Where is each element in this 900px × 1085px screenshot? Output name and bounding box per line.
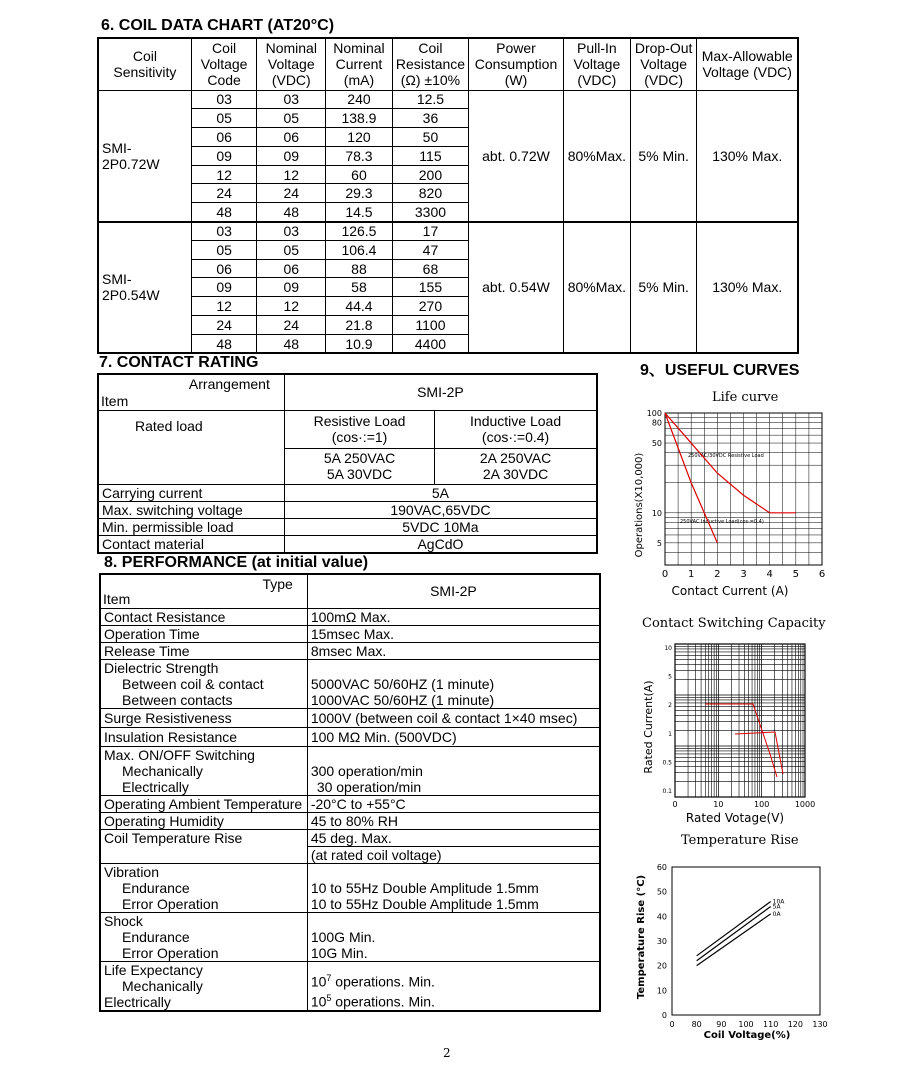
coil-cell: 17 [392,222,468,241]
coil-header-row [98,38,798,90]
coil-heading: 6. COIL DATA CHART (AT20°C) [101,17,335,34]
coil-cell: 12 [191,165,257,184]
life-x-tick: 3 [740,569,747,580]
switch-x-tick: 1000 [794,800,816,809]
coil-cell: 47 [392,240,468,259]
temperature-rise-title: Temperature Rise [681,833,799,848]
coil-cell: 48 [191,334,257,353]
inductive-load-cell [435,410,597,448]
switching-ylabel: Rated Current(A) [642,680,655,774]
coil-cell: 24 [191,316,257,335]
life-x-tick: 0 [661,569,669,580]
switch-y-tick: 2 [668,702,672,710]
coil-cell: 06 [191,259,257,278]
coil-cell: 36 [392,109,468,128]
coil-cell: 4400 [392,334,468,353]
coil-temp-value: 45 deg. Max. [310,829,392,846]
temp-frame [672,867,820,1015]
shock-endurance-value: 100G Min. [310,928,376,945]
coil-cell: 88 [326,259,393,278]
coil-power: abt. 0.72W [469,90,564,222]
life-expectancy-label: Life Expectancy [104,961,203,978]
surge-value: 1000V (between coil & contact 1×40 msec) [307,708,600,727]
temp-y-tick: 10 [656,986,667,996]
inductive-value-dc: 2A 30VDC [482,466,549,482]
humidity-value: 45 to 80% RH [307,812,600,829]
resistive-load-label: Resistive Load [313,413,406,429]
temp-series-label: 5A [772,903,781,911]
temperature-rise-chart [632,855,832,1045]
carrying-current-value: 5A [284,484,597,501]
coil-cell: 06 [257,259,326,278]
switching-mech-value: 300 operation/min [310,762,423,779]
dielectric-contacts-label: Between contacts [122,691,233,708]
life-x-tick: 5 [792,569,800,580]
vibration-endurance-label: Endurance [122,879,190,896]
vibration-label: Vibration [104,863,160,880]
surge-label: Surge Resistiveness [100,708,307,727]
temp-y-tick: 60 [656,863,667,872]
coil-cell: 106.4 [326,240,393,259]
resistive-value-ac: 5A 250VAC [323,450,396,466]
operation-time-label: Operation Time [100,625,307,642]
coil-sensitivity: SMI-2P0.54W [98,222,191,354]
temp-x-tick: 120 [787,1020,803,1029]
contact-model: SMI-2P [284,374,597,410]
life-elec-label: Electrically [104,993,171,1010]
life-curve-title: Life curve [712,390,779,405]
humidity-label: Operating Humidity [100,812,307,829]
coil-cell: 06 [257,128,326,147]
contact-rating-table [97,373,598,554]
switch-y-tick: 1 [668,730,672,738]
switch-y-tick: 5 [668,673,672,681]
coil-cell: 21.8 [326,316,393,335]
temp-series-line [697,902,771,956]
switching-label-cell [100,746,307,795]
min-permissible-load-label: Min. permissible load [98,518,284,535]
contact-resistance-label: Contact Resistance [100,608,307,625]
coil-cell: 09 [191,146,257,165]
coil-cell: 05 [257,109,326,128]
coil-cell: 12 [257,297,326,316]
coil-header-cell: Nominal Voltage (VDC) [257,38,326,90]
switching-elec-value: 30 operation/min [316,778,422,795]
contact-resistance-value: 100mΩ Max. [307,608,600,625]
life-elec-value: $10^5$ operations. Min. [310,992,435,1010]
coil-cell: 14.5 [326,203,393,222]
coil-header-cell: Drop-Out Voltage (VDC) [630,38,697,90]
max-switching-voltage-label: Max. switching voltage [98,501,284,518]
page-number: 2 [443,1046,451,1060]
inductive-load-label: Inductive Load [470,413,562,429]
switch-x-tick: 100 [754,800,770,809]
coil-header-cell: Max-Allowable Voltage (VDC) [697,38,798,90]
switching-capacity-title: Contact Switching Capacity [642,616,826,631]
performance-corner-cell [100,574,307,608]
coil-cell: 12 [257,165,326,184]
coil-dropout: 5% Min. [630,90,697,222]
insulation-label: Insulation Resistance [100,727,307,746]
coil-cell: 24 [257,184,326,203]
insulation-value: 100 MΩ Min. (500VDC) [307,727,600,746]
temp-x-tick: 90 [716,1020,727,1029]
coil-cell: 03 [257,90,326,109]
coil-temp-note: (at rated coil voltage) [308,846,599,863]
coil-dropout: 5% Min. [630,222,697,354]
switching-elec-label: Electrically [122,778,189,795]
coil-temp-value-cell [307,829,600,863]
contact-corner-cell [98,374,284,410]
temp-x-tick: 130 [812,1020,828,1029]
ambient-temp-value: -20°C to +55°C [307,795,600,812]
coil-cell: 12 [191,297,257,316]
vibration-label-cell [100,863,307,912]
switching-xlabel: Rated Votage(V) [685,811,785,825]
coil-row [98,222,798,241]
life-x-tick: 6 [818,569,826,580]
coil-cell: 270 [392,297,468,316]
coil-cell: 115 [392,146,468,165]
coil-pullin: 80%Max. [563,90,630,222]
switch-x-tick: 10 [713,800,724,809]
shock-label: Shock [104,912,143,929]
life-x-tick: 1 [687,569,695,580]
coil-cell: 03 [191,222,257,241]
shock-error-label: Error Operation [122,944,219,961]
rated-load-label: Rated load [98,410,284,484]
performance-model: SMI-2P [307,574,600,608]
max-switching-label: Max. ON/OFF Switching [104,746,255,763]
shock-endurance-label: Endurance [122,928,190,945]
coil-cell: 05 [191,240,257,259]
coil-cell: 10.9 [326,334,393,353]
coil-max: 130% Max. [697,222,798,354]
coil-cell: 155 [392,278,468,297]
type-label: Type [262,576,293,592]
carrying-current-label: Carrying current [98,484,284,501]
dielectric-value-cell [307,659,600,708]
temp-ylabel: Temperature Rise (°C) [636,874,647,1000]
min-permissible-load-value: 5VDC 10Ma [284,518,597,535]
vibration-value-cell [307,863,600,912]
coil-header-cell: Power Consumption (W) [469,38,564,90]
coil-cell: 50 [392,128,468,147]
coil-cell: 06 [191,128,257,147]
coil-cell: 24 [191,184,257,203]
switching-mech-label: Mechanically [122,762,203,779]
switching-capacity-chart [640,632,820,827]
dielectric-label: Dielectric Strength [104,659,219,676]
coil-cell: 12.5 [392,90,468,109]
coil-header-cell: Coil Voltage Code [191,38,257,90]
temp-y-tick: 50 [656,887,667,897]
coil-cell: 09 [257,146,326,165]
life-xlabel: Contact Current (A) [671,584,789,598]
switch-y-tick: 0.5 [662,759,672,767]
performance-heading: 8. PERFORMANCE (at initial value) [104,554,369,571]
contact-heading: 7. CONTACT RATING [99,354,259,371]
life-mech-value: $10^7$ operations. Min. [310,973,435,990]
coil-cell: 05 [191,109,257,128]
coil-cell: 126.5 [326,222,393,241]
operation-time-value: 15msec Max. [307,625,600,642]
vibration-error-label: Error Operation [122,895,219,912]
switch-x-tick: 0 [672,800,678,809]
ambient-temp-label: Operating Ambient Temperature [100,795,307,812]
temp-x-tick: 110 [763,1020,779,1029]
life-y-tick: 5 [656,538,662,548]
coil-header-cell: Coil Resistance (Ω) ±10% [392,38,468,90]
coil-cell: 138.9 [326,109,393,128]
dielectric-coil-label: Between coil & contact [122,675,264,692]
temp-x-tick: 0 [669,1020,675,1029]
coil-sensitivity: SMI-2P0.72W [98,90,191,222]
life-value-cell [307,961,600,1011]
coil-cell: 24 [257,316,326,335]
life-y-tick: 80 [651,418,662,428]
resistive-load-cell [284,410,434,448]
item-label: Item [101,392,129,409]
coil-cell: 03 [191,90,257,109]
arrangement-label: Arrangement [188,376,270,392]
temp-series-line [697,906,771,960]
coil-cell: 29.3 [326,184,393,203]
coil-cell: 48 [257,203,326,222]
resistive-value-dc: 5A 30VDC [326,466,393,482]
contact-material-label: Contact material [98,535,284,553]
curves-heading: 9、USEFUL CURVES [640,362,800,379]
coil-power: abt. 0.54W [469,222,564,354]
release-time-label: Release Time [100,642,307,659]
life-curve-chart [630,405,830,600]
temp-series-label: 10A [772,898,785,906]
coil-header-cell: Nominal Current (mA) [326,38,393,90]
resistive-cos: (cos·:=1) [331,429,388,445]
life-resistive-label: 250VAC/30VDC Resistive Load [688,453,764,459]
coil-cell: 58 [326,278,393,297]
temp-y-tick: 0 [661,1011,667,1020]
resistive-values [284,448,434,484]
coil-temp-label: Coil Temperature Rise [100,829,307,863]
life-y-tick: 100 [646,409,662,418]
coil-cell: 48 [257,334,326,353]
inductive-value-ac: 2A 250VAC [479,450,552,466]
life-x-tick: 4 [766,569,773,580]
coil-header-cell: Coil Sensitivity [98,38,191,90]
temp-x-tick: 80 [691,1020,702,1029]
temp-xlabel: Coil Voltage(%) [703,1030,791,1041]
coil-pullin: 80%Max. [563,222,630,354]
life-inductive-label: 250VAC Inductive Load(cos·=0.4) [680,519,764,525]
temp-x-tick: 100 [738,1020,754,1029]
coil-cell: 1100 [392,316,468,335]
coil-cell: 03 [257,222,326,241]
coil-cell: 05 [257,240,326,259]
dielectric-label-cell [100,659,307,708]
coil-cell: 68 [392,259,468,278]
coil-data-table [97,37,799,354]
coil-cell: 48 [191,203,257,222]
dielectric-contacts-value: 1000VAC 50/60HZ (1 minute) [310,691,495,708]
shock-error-value: 10G Min. [310,944,368,961]
dielectric-coil-value: 5000VAC 50/60HZ (1 minute) [310,675,495,692]
coil-cell: 240 [326,90,393,109]
release-time-value: 8msec Max. [307,642,600,659]
inductive-values [435,448,597,484]
switch-curve [735,732,783,774]
perf-item-label: Item [103,590,131,607]
coil-cell: 200 [392,165,468,184]
coil-cell: 60 [326,165,393,184]
life-label-cell [100,961,307,1011]
contact-material-value: AgCdO [284,535,597,553]
max-switching-voltage-value: 190VAC,65VDC [284,501,597,518]
switch-y-tick: 10 [664,645,672,652]
temp-y-tick: 20 [656,961,667,971]
coil-cell: 120 [326,128,393,147]
coil-header-cell: Pull-In Voltage (VDC) [563,38,630,90]
shock-value-cell [307,912,600,961]
vibration-endurance-value: 10 to 55Hz Double Amplitude 1.5mm [310,879,539,896]
coil-cell: 44.4 [326,297,393,316]
coil-row [98,90,798,109]
temp-series-line [697,914,771,966]
life-mech-label: Mechanically [122,977,203,994]
temp-y-tick: 30 [656,937,667,946]
inductive-cos: (cos·:=0.4) [481,429,550,445]
coil-cell: 78.3 [326,146,393,165]
coil-max: 130% Max. [697,90,798,222]
shock-label-cell [100,912,307,961]
life-y-tick: 50 [651,439,662,449]
life-ylabel: Operations(X10,000) [634,452,645,558]
coil-cell: 09 [257,278,326,297]
switch-frame [675,644,805,797]
vibration-error-value: 10 to 55Hz Double Amplitude 1.5mm [310,895,539,912]
temp-series-label: 0A [772,910,781,918]
switch-y-tick: 0.1 [662,788,672,795]
coil-cell: 09 [191,278,257,297]
life-x-tick: 2 [714,569,721,580]
coil-cell: 820 [392,184,468,203]
performance-table [99,573,601,1012]
temp-y-tick: 40 [656,912,667,922]
coil-cell: 3300 [392,203,468,222]
switching-value-cell [307,746,600,795]
life-y-tick: 10 [651,508,662,518]
